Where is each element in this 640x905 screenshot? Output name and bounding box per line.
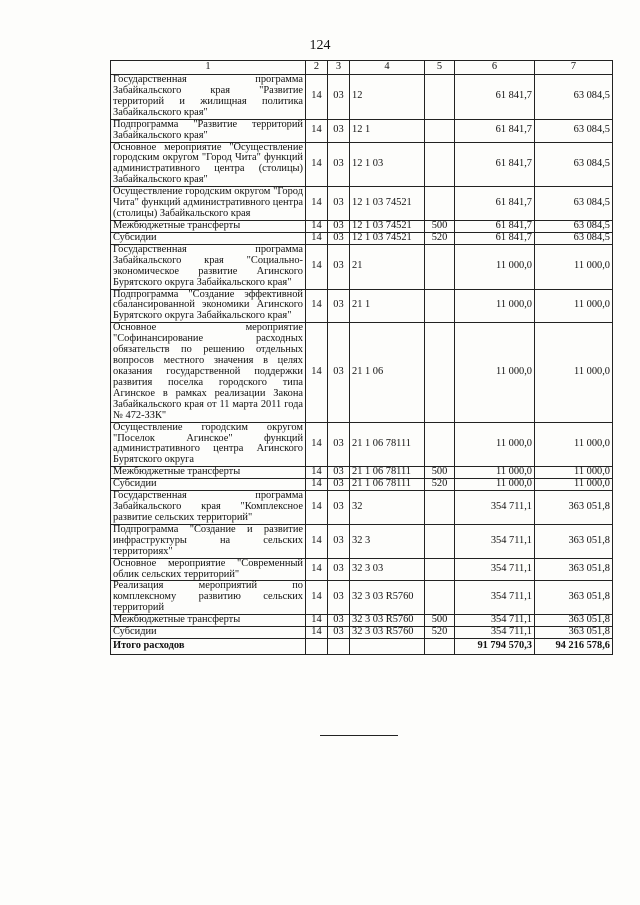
cell-name: Государственная программа Забайкальского края "Социально-экономическое развитие Агинского Бурятского округа Забайкальского края" (111, 244, 306, 289)
cell-c6: 11 000,0 (455, 289, 535, 323)
table-row (111, 220, 613, 232)
cell-c4: 12 1 03 74521 (350, 232, 425, 244)
cell-c5: 500 (425, 220, 455, 232)
cell-name: Субсидии (111, 627, 306, 639)
table-row (111, 524, 613, 558)
cell-c6: 11 000,0 (455, 244, 535, 289)
cell-c2: 14 (306, 627, 328, 639)
cell-c6: 61 841,7 (455, 75, 535, 120)
cell-c2: 14 (306, 615, 328, 627)
column-header: 2 (306, 61, 328, 75)
cell-name: Осуществление городским округом "Поселок Агинское" функций административного центра Агинского Бурятского округа (111, 422, 306, 467)
table-row (111, 75, 613, 120)
cell-c3: 03 (328, 479, 350, 491)
cell-c7: 363 051,8 (535, 558, 613, 581)
cell-c6: 354 711,1 (455, 558, 535, 581)
cell-name: Основное мероприятие "Осуществление городским округом "Город Чита" функций административного центра (столицы) Забайкальского края" (111, 142, 306, 187)
cell-c3: 03 (328, 323, 350, 422)
cell-c4: 21 1 (350, 289, 425, 323)
cell-c5: 520 (425, 627, 455, 639)
cell-c2: 14 (306, 142, 328, 187)
column-header: 4 (350, 61, 425, 75)
cell-c3: 03 (328, 220, 350, 232)
table-row (111, 627, 613, 639)
cell-c4: 21 (350, 244, 425, 289)
cell-c3: 03 (328, 524, 350, 558)
cell-c4: 21 1 06 (350, 323, 425, 422)
cell-c4: 12 1 03 74521 (350, 187, 425, 221)
cell-c2: 14 (306, 232, 328, 244)
cell-c5 (425, 75, 455, 120)
cell-c5 (425, 524, 455, 558)
cell-c3: 03 (328, 119, 350, 142)
cell-c2: 14 (306, 581, 328, 615)
cell-c2: 14 (306, 75, 328, 120)
cell-name: Основное мероприятие "Софинансирование расходных обязательств по решению отдельных вопросов местного значения в целях оказания государственной поддержки развития поселка городского типа Агинское в рамках реализации Закона Забайкальского края от 11 марта 2011 года № 472-ЗЗК" (111, 323, 306, 422)
table-row (111, 467, 613, 479)
cell-c7: 363 051,8 (535, 491, 613, 525)
cell-c6: 61 841,7 (455, 142, 535, 187)
cell-c5 (425, 142, 455, 187)
cell-c4: 21 1 06 78111 (350, 479, 425, 491)
cell-c2: 14 (306, 558, 328, 581)
cell-name: Межбюджетные трансферты (111, 467, 306, 479)
table-row (111, 479, 613, 491)
cell-c6: 61 841,7 (455, 220, 535, 232)
cell-c6: 11 000,0 (455, 467, 535, 479)
cell-name: Подпрограмма "Создание и развитие инфраструктуры на сельских территориях" (111, 524, 306, 558)
total-value-col7: 94 216 578,6 (535, 639, 613, 655)
cell-name: Межбюджетные трансферты (111, 220, 306, 232)
cell-c2: 14 (306, 220, 328, 232)
cell-c7: 11 000,0 (535, 323, 613, 422)
cell-c2: 14 (306, 479, 328, 491)
cell-c4: 12 (350, 75, 425, 120)
cell-name: Субсидии (111, 232, 306, 244)
column-header: 3 (328, 61, 350, 75)
table-row (111, 558, 613, 581)
cell-c7: 11 000,0 (535, 479, 613, 491)
cell-c6: 354 711,1 (455, 524, 535, 558)
cell-c5 (425, 289, 455, 323)
cell-c5 (425, 187, 455, 221)
cell-c3: 03 (328, 142, 350, 187)
cell-name: Основное мероприятие "Современный облик сельских территорий" (111, 558, 306, 581)
cell-c2: 14 (306, 289, 328, 323)
cell-c2: 14 (306, 187, 328, 221)
cell-c6: 61 841,7 (455, 232, 535, 244)
cell-c4: 21 1 06 78111 (350, 467, 425, 479)
cell-c6: 354 711,1 (455, 615, 535, 627)
cell-c4: 32 (350, 491, 425, 525)
cell-c5 (425, 119, 455, 142)
cell-name: Реализация мероприятий по комплексному развитию сельских территорий (111, 581, 306, 615)
table-row (111, 289, 613, 323)
cell-c2: 14 (306, 422, 328, 467)
cell-c5 (425, 581, 455, 615)
total-value-col6: 91 794 570,3 (455, 639, 535, 655)
cell-c6: 11 000,0 (455, 479, 535, 491)
cell-c6: 61 841,7 (455, 119, 535, 142)
cell-c3: 03 (328, 558, 350, 581)
cell-c2: 14 (306, 244, 328, 289)
cell-c7: 11 000,0 (535, 289, 613, 323)
cell-c7: 63 084,5 (535, 142, 613, 187)
table-row (111, 615, 613, 627)
cell-name: Подпрограмма "Создание эффективной сбалансированной экономики Агинского Бурятского округа Забайкальского края" (111, 289, 306, 323)
cell-c4: 32 3 03 (350, 558, 425, 581)
cell-c7: 63 084,5 (535, 232, 613, 244)
cell-c3: 03 (328, 244, 350, 289)
table-row (111, 142, 613, 187)
cell-c6: 61 841,7 (455, 187, 535, 221)
cell-c3: 03 (328, 422, 350, 467)
table-row (111, 244, 613, 289)
cell-c7: 63 084,5 (535, 187, 613, 221)
cell-c5 (425, 323, 455, 422)
cell-c5: 520 (425, 479, 455, 491)
cell-name: Межбюджетные трансферты (111, 615, 306, 627)
total-row (111, 639, 613, 655)
table-row (111, 323, 613, 422)
cell-c7: 363 051,8 (535, 615, 613, 627)
cell-c5: 500 (425, 467, 455, 479)
cell-c2: 14 (306, 491, 328, 525)
column-header: 1 (111, 61, 306, 75)
cell-name: Государственная программа Забайкальского края "Комплексное развитие сельских территорий" (111, 491, 306, 525)
cell-c3: 03 (328, 187, 350, 221)
table-row (111, 422, 613, 467)
column-number-row (111, 61, 613, 75)
cell-c3: 03 (328, 289, 350, 323)
cell-c5 (425, 558, 455, 581)
cell-c5 (425, 422, 455, 467)
cell-c3: 03 (328, 615, 350, 627)
cell-c6: 354 711,1 (455, 491, 535, 525)
column-header: 6 (455, 61, 535, 75)
cell-c2: 14 (306, 524, 328, 558)
cell-c4: 32 3 (350, 524, 425, 558)
cell-name: Осуществление городским округом "Город Чита" функций административного центра (столицы) Забайкальского края (111, 187, 306, 221)
table-row (111, 491, 613, 525)
cell-name: Подпрограмма "Развитие территорий Забайкальского края" (111, 119, 306, 142)
cell-c7: 363 051,8 (535, 581, 613, 615)
table-body (111, 75, 613, 655)
cell-c4: 21 1 06 78111 (350, 422, 425, 467)
cell-c2: 14 (306, 323, 328, 422)
table-row (111, 232, 613, 244)
cell-c3: 03 (328, 232, 350, 244)
cell-c3: 03 (328, 581, 350, 615)
cell-name: Субсидии (111, 479, 306, 491)
cell-name: Государственная программа Забайкальского края "Развитие территорий и жилищная политика Забайкальского края" (111, 75, 306, 120)
cell-c7: 11 000,0 (535, 422, 613, 467)
cell-c5 (425, 244, 455, 289)
expenditure-table (110, 60, 613, 655)
cell-c3: 03 (328, 75, 350, 120)
cell-c7: 63 084,5 (535, 75, 613, 120)
cell-c3: 03 (328, 491, 350, 525)
cell-c6: 11 000,0 (455, 323, 535, 422)
cell-c7: 63 084,5 (535, 119, 613, 142)
cell-c6: 11 000,0 (455, 422, 535, 467)
cell-c5 (425, 491, 455, 525)
cell-c7: 11 000,0 (535, 244, 613, 289)
cell-c4: 32 3 03 R5760 (350, 615, 425, 627)
cell-c4: 32 3 03 R5760 (350, 581, 425, 615)
cell-c7: 363 051,8 (535, 524, 613, 558)
cell-c5: 520 (425, 232, 455, 244)
cell-c4: 32 3 03 R5760 (350, 627, 425, 639)
page-number: 124 (309, 38, 331, 53)
cell-c6: 354 711,1 (455, 581, 535, 615)
total-label: Итого расходов (111, 639, 306, 655)
cell-c4: 12 1 03 74521 (350, 220, 425, 232)
cell-c7: 363 051,8 (535, 627, 613, 639)
end-of-table-line (320, 735, 398, 736)
table-row (111, 581, 613, 615)
cell-c6: 354 711,1 (455, 627, 535, 639)
cell-c7: 63 084,5 (535, 220, 613, 232)
cell-c2: 14 (306, 467, 328, 479)
cell-c7: 11 000,0 (535, 467, 613, 479)
column-header: 5 (425, 61, 455, 75)
cell-c2: 14 (306, 119, 328, 142)
cell-c4: 12 1 (350, 119, 425, 142)
cell-c3: 03 (328, 467, 350, 479)
table-row (111, 187, 613, 221)
cell-c5: 500 (425, 615, 455, 627)
cell-c3: 03 (328, 627, 350, 639)
column-header: 7 (535, 61, 613, 75)
cell-c4: 12 1 03 (350, 142, 425, 187)
table-row (111, 119, 613, 142)
